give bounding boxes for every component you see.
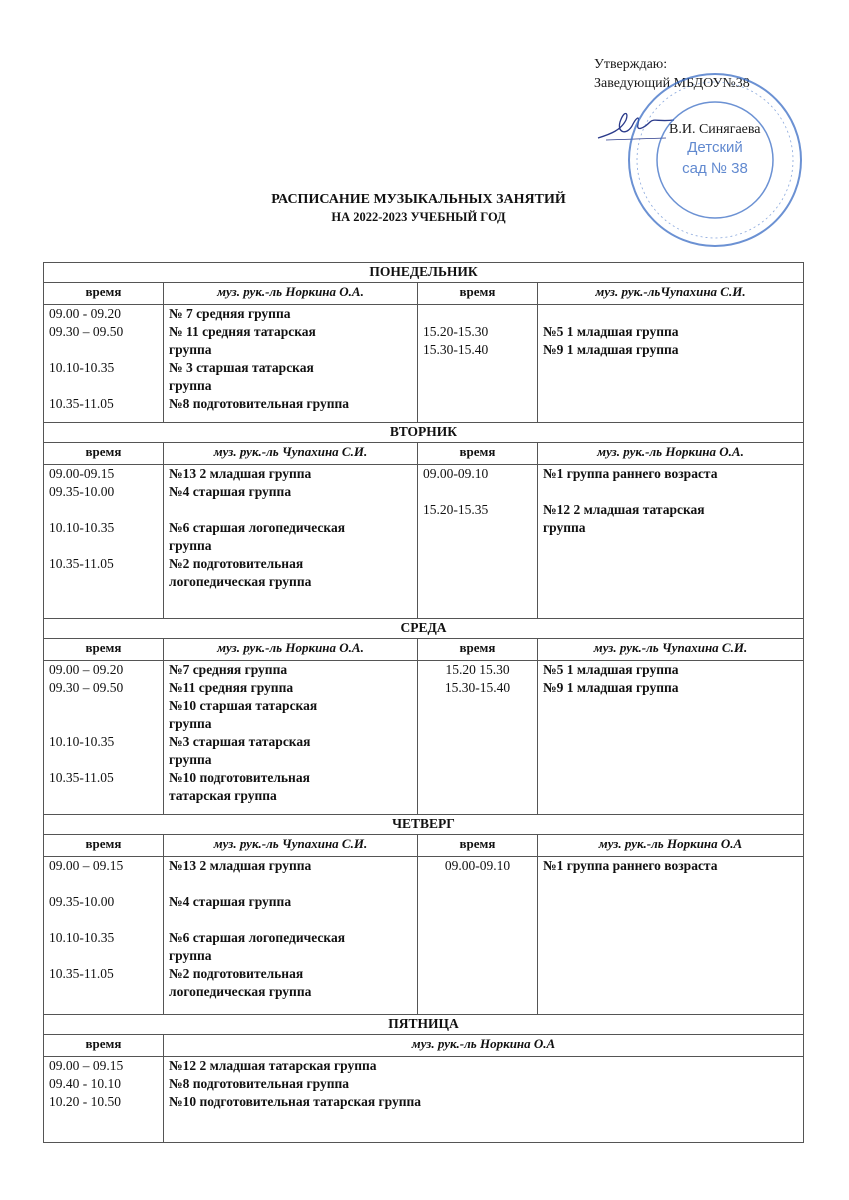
groups-cell — [538, 465, 804, 619]
header-time: время — [44, 1035, 164, 1057]
time-slot: 15.30-15.40 — [423, 342, 489, 357]
header-teacher: муз. рук.-ль Чупахина С.И. — [164, 835, 418, 857]
day-wednesday: СРЕДА — [44, 619, 804, 639]
header-time: время — [418, 283, 538, 305]
time-slot: 09.00 - 09.20 — [49, 306, 121, 321]
header-time: время — [418, 835, 538, 857]
header-time: время — [418, 443, 538, 465]
groups-cell — [164, 305, 418, 423]
group-entry: №9 1 младшая группа — [543, 342, 679, 357]
signer-name: В.И. Синягаева — [669, 122, 761, 137]
group-entry: №9 1 младшая группа — [543, 680, 679, 695]
page-title: РАСПИСАНИЕ МУЗЫКАЛЬНЫХ ЗАНЯТИЙ — [271, 192, 566, 207]
schedule-table — [43, 262, 804, 1143]
time-slot: 15.20 15.30 — [445, 662, 510, 677]
time-slot: 15.20-15.35 — [423, 502, 489, 517]
header-row — [44, 835, 804, 857]
group-entry: №13 2 младшая группа — [169, 858, 312, 873]
time-slot: 10.35-11.05 — [49, 396, 114, 411]
time-slot: 10.35-11.05 — [49, 556, 114, 571]
time-slot: 09.00 – 09.20 — [49, 662, 124, 677]
header-row — [44, 443, 804, 465]
header-teacher: муз. рук.-ль Норкина О.А. — [164, 639, 418, 661]
group-entry: №12 2 младшая татарская группа — [169, 1058, 377, 1073]
header-time: время — [44, 283, 164, 305]
header-time: время — [44, 443, 164, 465]
groups-cell — [538, 661, 804, 815]
header-row — [44, 639, 804, 661]
time-slot: 09.00 – 09.15 — [49, 858, 124, 873]
time-cell — [418, 661, 538, 815]
header-row — [44, 283, 804, 305]
groups-cell — [164, 465, 418, 619]
day-monday: ПОНЕДЕЛЬНИК — [44, 263, 804, 283]
table-row — [44, 661, 804, 815]
group-entry: группа — [169, 948, 212, 963]
group-entry: №8 подготовительная группа — [169, 396, 350, 411]
header-teacher: муз. рук.-ль Норкина О.А — [538, 835, 804, 857]
group-entry: №13 2 младшая группа — [169, 466, 312, 481]
group-entry: логопедическая группа — [169, 574, 312, 589]
group-entry: №7 средняя группа — [169, 662, 288, 677]
time-slot: 10.10-10.35 — [49, 734, 115, 749]
group-entry: татарская группа — [169, 788, 277, 803]
header-time: время — [44, 639, 164, 661]
approval-position: Заведующий МБДОУ№38 — [594, 76, 750, 91]
day-thursday: ЧЕТВЕРГ — [44, 815, 804, 835]
header-time: время — [418, 639, 538, 661]
table-row — [44, 1057, 804, 1143]
time-slot: 10.10-10.35 — [49, 930, 115, 945]
time-slot: 09.00 – 09.15 — [49, 1058, 124, 1073]
group-entry: логопедическая группа — [169, 984, 312, 999]
group-entry: №1 группа раннего возраста — [543, 858, 718, 873]
day-friday: ПЯТНИЦА — [44, 1015, 804, 1035]
group-entry: №10 подготовительная татарская группа — [169, 1094, 422, 1109]
time-slot: 09.40 - 10.10 — [49, 1076, 121, 1091]
time-slot: 10.35-11.05 — [49, 770, 114, 785]
group-entry: № 7 средняя группа — [169, 306, 291, 321]
header-row — [44, 1035, 804, 1057]
group-entry: №12 2 младшая татарская — [543, 502, 705, 517]
time-slot: 15.30-15.40 — [444, 680, 511, 695]
group-entry: № 3 старшая татарская — [169, 360, 314, 375]
time-slot: 09.35-10.00 — [49, 894, 115, 909]
group-entry: № 11 средняя татарская — [169, 324, 316, 339]
time-cell — [44, 1057, 164, 1143]
group-entry: группа — [169, 752, 212, 767]
time-cell — [418, 465, 538, 619]
time-slot: 09.00-09.10 — [423, 466, 489, 481]
group-entry: №11 средняя группа — [169, 680, 294, 695]
group-entry: №8 подготовительная группа — [169, 1076, 350, 1091]
group-entry: №10 старшая татарская — [169, 698, 318, 713]
header-teacher: муз. рук.-льЧупахина С.И. — [538, 283, 804, 305]
groups-cell — [538, 305, 804, 423]
time-slot: 09.00-09.15 — [49, 466, 115, 481]
group-entry: №3 старшая татарская — [169, 734, 311, 749]
group-entry: №10 подготовительная — [169, 770, 310, 785]
time-slot: 10.10-10.35 — [49, 360, 115, 375]
group-entry: группа — [543, 520, 586, 535]
group-entry: №2 подготовительная — [169, 556, 304, 571]
header-time: время — [44, 835, 164, 857]
time-slot: 10.20 - 10.50 — [49, 1094, 121, 1109]
time-cell — [418, 857, 538, 1015]
time-slot: 09.35-10.00 — [49, 484, 115, 499]
group-entry: №4 старшая группа — [169, 484, 292, 499]
stamp-text-1: Детский — [687, 139, 743, 156]
time-slot: 09.30 – 09.50 — [49, 324, 124, 339]
time-cell — [44, 465, 164, 619]
page-subtitle: НА 2022-2023 УЧЕБНЫЙ ГОД — [331, 210, 506, 224]
groups-cell — [164, 1057, 804, 1143]
table-row — [44, 465, 804, 619]
header-teacher: муз. рук.-ль Норкина О.А. — [164, 283, 418, 305]
time-cell — [44, 305, 164, 423]
time-slot: 09.30 – 09.50 — [49, 680, 124, 695]
group-entry: №4 старшая группа — [169, 894, 292, 909]
group-entry: №2 подготовительная — [169, 966, 304, 981]
approval-line: Утверждаю: — [594, 57, 668, 72]
time-slot: 10.10-10.35 — [49, 520, 115, 535]
table-row — [44, 305, 804, 423]
time-slot: 09.00-09.10 — [444, 858, 511, 873]
group-entry: №5 1 младшая группа — [543, 324, 679, 339]
time-cell — [418, 305, 538, 423]
group-entry: №5 1 младшая группа — [543, 662, 679, 677]
time-cell — [44, 661, 164, 815]
group-entry: группа — [169, 538, 212, 553]
time-slot: 15.20-15.30 — [423, 324, 489, 339]
header-teacher: муз. рук.-ль Норкина О.А. — [538, 443, 804, 465]
group-entry: №6 старшая логопедическая — [169, 520, 346, 535]
groups-cell — [164, 661, 418, 815]
group-entry: группа — [169, 716, 212, 731]
groups-cell — [164, 857, 418, 1015]
time-slot: 10.35-11.05 — [49, 966, 114, 981]
table-row — [44, 857, 804, 1015]
group-entry: группа — [169, 378, 212, 393]
header-teacher: муз. рук.-ль Норкина О.А — [164, 1035, 804, 1057]
time-cell — [44, 857, 164, 1015]
header-teacher: муз. рук.-ль Чупахина С.И. — [164, 443, 418, 465]
day-tuesday: ВТОРНИК — [44, 423, 804, 443]
group-entry: №6 старшая логопедическая — [169, 930, 346, 945]
group-entry: №1 группа раннего возраста — [543, 466, 718, 481]
stamp-text-2: сад № 38 — [682, 160, 748, 177]
groups-cell — [538, 857, 804, 1015]
header-teacher: муз. рук.-ль Чупахина С.И. — [538, 639, 804, 661]
group-entry: группа — [169, 342, 212, 357]
